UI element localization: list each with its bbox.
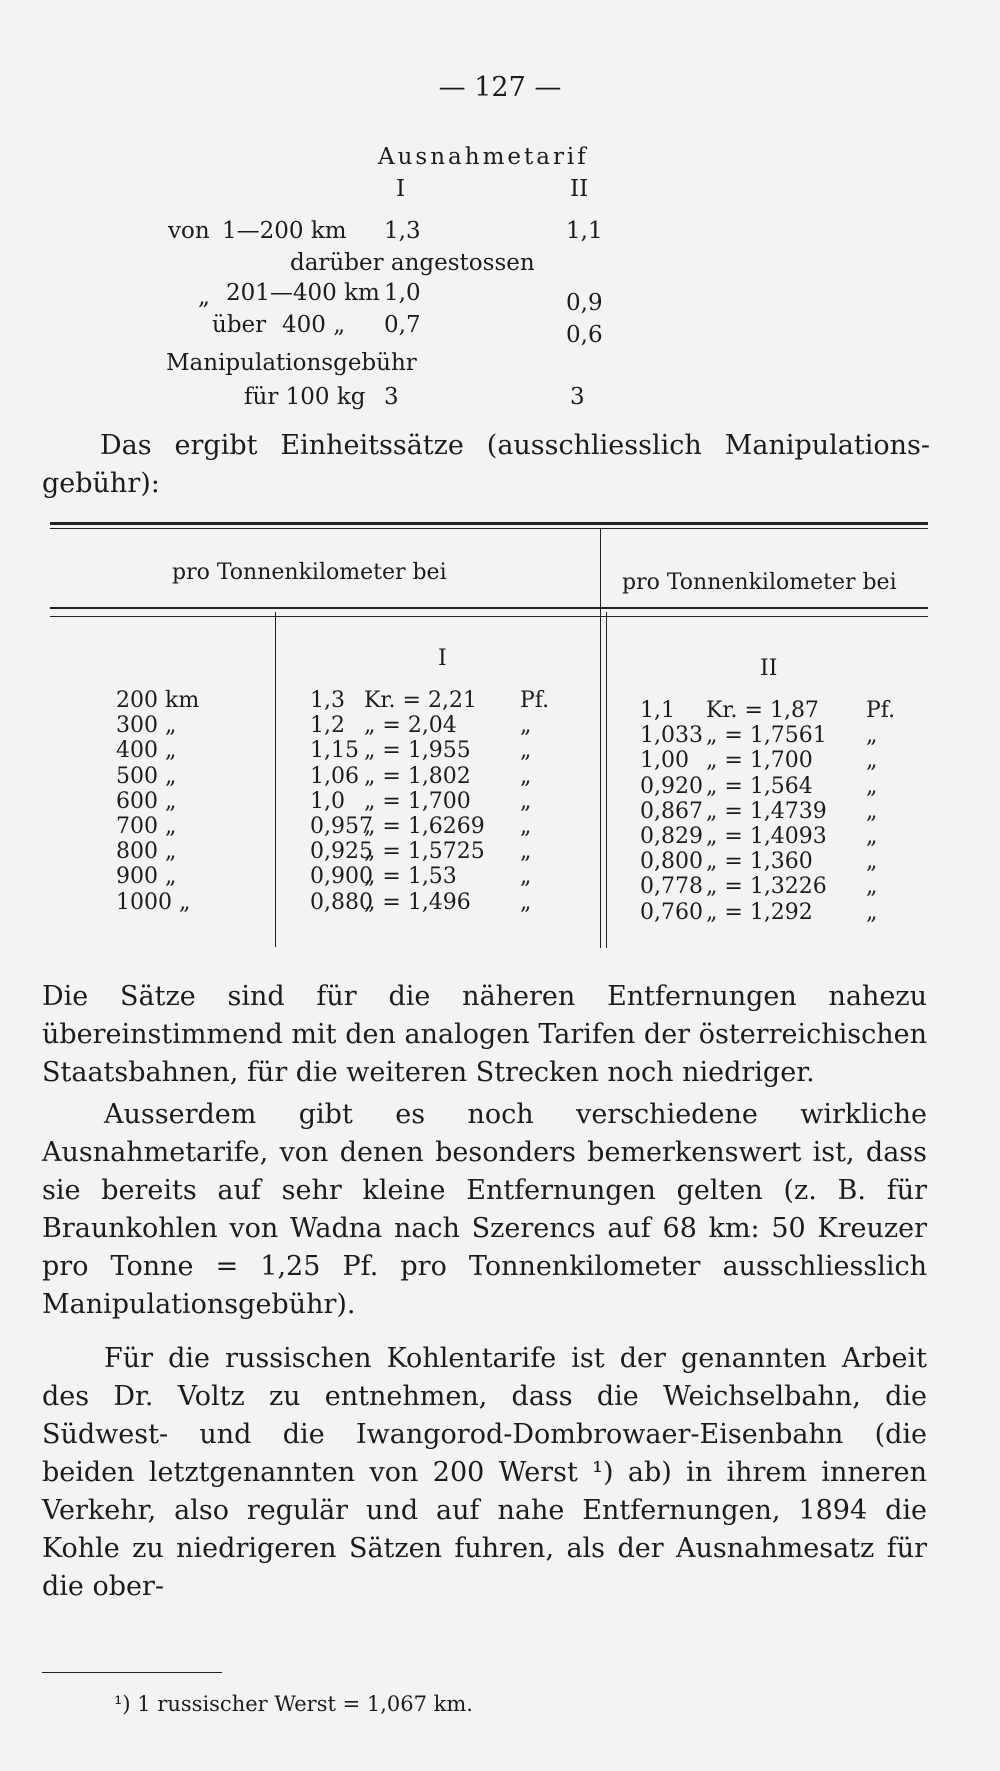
footnote: ¹) 1 russischer Werst = 1,067 km. (114, 1692, 473, 1716)
table-cell-unit-ii: „ (866, 874, 878, 900)
tariff-row-note: darüber angestossen (290, 250, 535, 276)
tariff-row-value-i: 3 (384, 384, 399, 410)
table-cell-unit-i: Pf. (520, 688, 550, 713)
table-cell-value-i: „ = 1,802 (364, 763, 471, 789)
table-cell-distance: 1000 „ (116, 889, 191, 915)
tariff-row-value-ii: 0,9 (566, 290, 603, 316)
table-cell-value-ii: „ = 1,700 (706, 748, 813, 774)
table-cell-rate-i: 0,957 (310, 814, 373, 839)
tariff-row-value-i: 1,3 (384, 218, 421, 244)
paragraph: Ausserdem gibt es noch verschiedene wirkliche Ausnahmetarife, von denen besonders bemerkenswert ist, dass sie bereits auf sehr kleine Entfernungen gelten (z. B. für Braunkohlen von Wadna nach Szerencs auf 68 km: 50 Kreuzer pro Tonne = 1,25 Pf. pro Tonnenkilometer ausschliesslich Manipulationsgebühr). (42, 1099, 927, 1320)
table-cell-unit-ii: „ (866, 773, 878, 799)
table-cell-unit-i: „ (520, 788, 532, 814)
tariff-row-value-ii: 3 (570, 384, 585, 410)
table-cell-distance: 200 km (116, 688, 200, 713)
table-cell-rate-ii: 1,00 (640, 748, 689, 774)
tariff-row-value-i: 1,0 (384, 280, 421, 306)
table-divider-left (275, 612, 276, 947)
table-cell-value-ii: „ = 1,7561 (706, 723, 827, 749)
table-cell-distance: 900 „ (116, 864, 177, 890)
table-cell-rate-ii: 0,800 (640, 849, 703, 875)
table-cell-unit-i: „ (520, 839, 532, 865)
table-cell-rate-ii: 1,1 (640, 698, 675, 723)
table-rule-top-thin (50, 528, 928, 529)
table-cell-rate-ii: 0,920 (640, 773, 703, 799)
table-cell-unit-ii: „ (866, 723, 878, 749)
table-cell-value-i: „ = 1,700 (364, 788, 471, 814)
table-cell-value-i: „ = 2,04 (364, 713, 457, 739)
table-cell-unit-i: „ (520, 864, 532, 890)
intro-line-2: gebühr): (42, 468, 160, 499)
table-cell-value-ii: „ = 1,564 (706, 773, 813, 799)
table-cell-value-i: Kr. = 2,21 (364, 688, 477, 713)
table-cell-unit-ii: „ (866, 824, 878, 849)
table-cell-rate-i: 1,15 (310, 738, 359, 764)
table-cell-rate-i: 0,900 (310, 864, 373, 890)
table-cell-value-i: „ = 1,6269 (364, 814, 485, 839)
table-cell-value-i: „ = 1,53 (364, 864, 457, 890)
table-cell-rate-ii: 0,760 (640, 899, 703, 925)
table-cell-rate-i: 1,2 (310, 713, 345, 739)
table-cell-rate-ii: 1,033 (640, 723, 703, 749)
tariff-col-ii: II (570, 176, 589, 202)
table-cell-unit-ii: „ (866, 849, 878, 875)
table-cell-unit-ii: „ (866, 798, 878, 824)
table-cell-unit-ii: „ (866, 899, 878, 925)
table-cell-rate-ii: 0,867 (640, 798, 703, 824)
table-cell-unit-i: „ (520, 713, 532, 739)
table-cell-rate-ii: 0,829 (640, 824, 703, 849)
table-cell-rate-i: 1,06 (310, 763, 359, 789)
tariff-col-i: I (396, 176, 406, 202)
table-cell-unit-i: „ (520, 814, 532, 839)
tariff-row-label: über (212, 312, 267, 338)
tariff-row-range: 1—200 km (222, 218, 347, 244)
tariff-row-range: 400 „ (282, 312, 346, 338)
table-cell-value-i: „ = 1,496 (364, 889, 471, 915)
tariff-row-range: für 100 kg (244, 384, 366, 410)
paragraph: Die Sätze sind für die näheren Entfernungen nahezu übereinstimmend mit den analogen Tarifen der österreichischen Staatsbahnen, für die weiteren Strecken noch niedriger. (42, 981, 927, 1088)
table-cell-rate-i: 1,3 (310, 688, 345, 713)
footnote-rule (42, 1672, 222, 1673)
table-cell-distance: 300 „ (116, 713, 177, 739)
table-cell-value-i: „ = 1,955 (364, 738, 471, 764)
tariff-row-label: von (168, 218, 210, 244)
tariff-row-label: „ (198, 284, 210, 310)
table-cell-unit-i: „ (520, 763, 532, 789)
table-cell-value-ii: „ = 1,360 (706, 849, 813, 875)
table-header-left: pro Tonnenkilometer bei (172, 560, 447, 585)
table-col-i: I (438, 646, 447, 671)
table-cell-unit-i: „ (520, 738, 532, 764)
table-cell-rate-i: 1,0 (310, 788, 345, 814)
table-cell-distance: 700 „ (116, 814, 177, 839)
table-cell-rate-i: 0,925 (310, 839, 373, 865)
table-cell-rate-i: 0,880 (310, 889, 373, 915)
table-divider-center (600, 528, 601, 948)
table-rule-top (50, 522, 928, 525)
table-cell-value-ii: Kr. = 1,87 (706, 698, 819, 723)
table-rule-mid-thin (50, 616, 928, 617)
tariff-row-note: Manipulationsgebühr (166, 350, 417, 376)
table-cell-value-ii: „ = 1,292 (706, 899, 813, 925)
table-cell-distance: 600 „ (116, 788, 177, 814)
table-cell-value-ii: „ = 1,4739 (706, 798, 827, 824)
tariff-row-range: 201—400 km (226, 280, 380, 306)
tariff-row-value-ii: 1,1 (566, 218, 603, 244)
table-cell-unit-ii: Pf. (866, 698, 896, 723)
table-header-right: pro Tonnenkilometer bei (622, 570, 897, 595)
table-rule-mid (50, 607, 928, 609)
table-divider-center-2 (606, 612, 607, 948)
table-cell-distance: 500 „ (116, 763, 177, 789)
table-cell-distance: 400 „ (116, 738, 177, 764)
table-cell-unit-ii: „ (866, 748, 878, 774)
table-cell-distance: 800 „ (116, 839, 177, 865)
table-cell-rate-ii: 0,778 (640, 874, 703, 900)
page-number: — 127 — (438, 72, 562, 103)
table-cell-value-ii: „ = 1,4093 (706, 824, 827, 849)
paragraph: Für die russischen Kohlentarife ist der genannten Arbeit des Dr. Voltz zu entnehmen, dass die Weichselbahn, die Südwest- und die Iwangorod-Dombrowaer-Eisenbahn (die beiden letztgenannten von 200 Werst ¹) ab) in ihrem inneren Verkehr, also regulär und auf nahe Entfernungen, 1894 die Kohle zu niedrigeren Sätzen fuhren, als der Ausnahmesatz für die ober- (42, 1343, 927, 1602)
table-col-ii: II (760, 656, 778, 681)
table-cell-unit-i: „ (520, 889, 532, 915)
tariff-row-value-i: 0,7 (384, 312, 421, 338)
table-cell-value-i: „ = 1,5725 (364, 839, 485, 865)
table-cell-value-ii: „ = 1,3226 (706, 874, 827, 900)
tariff-row-value-ii: 0,6 (566, 322, 603, 348)
intro-line-1: Das ergibt Einheitssätze (ausschliesslich Manipulations- (100, 430, 930, 461)
tariff-title: Ausnahmetarif (378, 144, 589, 170)
